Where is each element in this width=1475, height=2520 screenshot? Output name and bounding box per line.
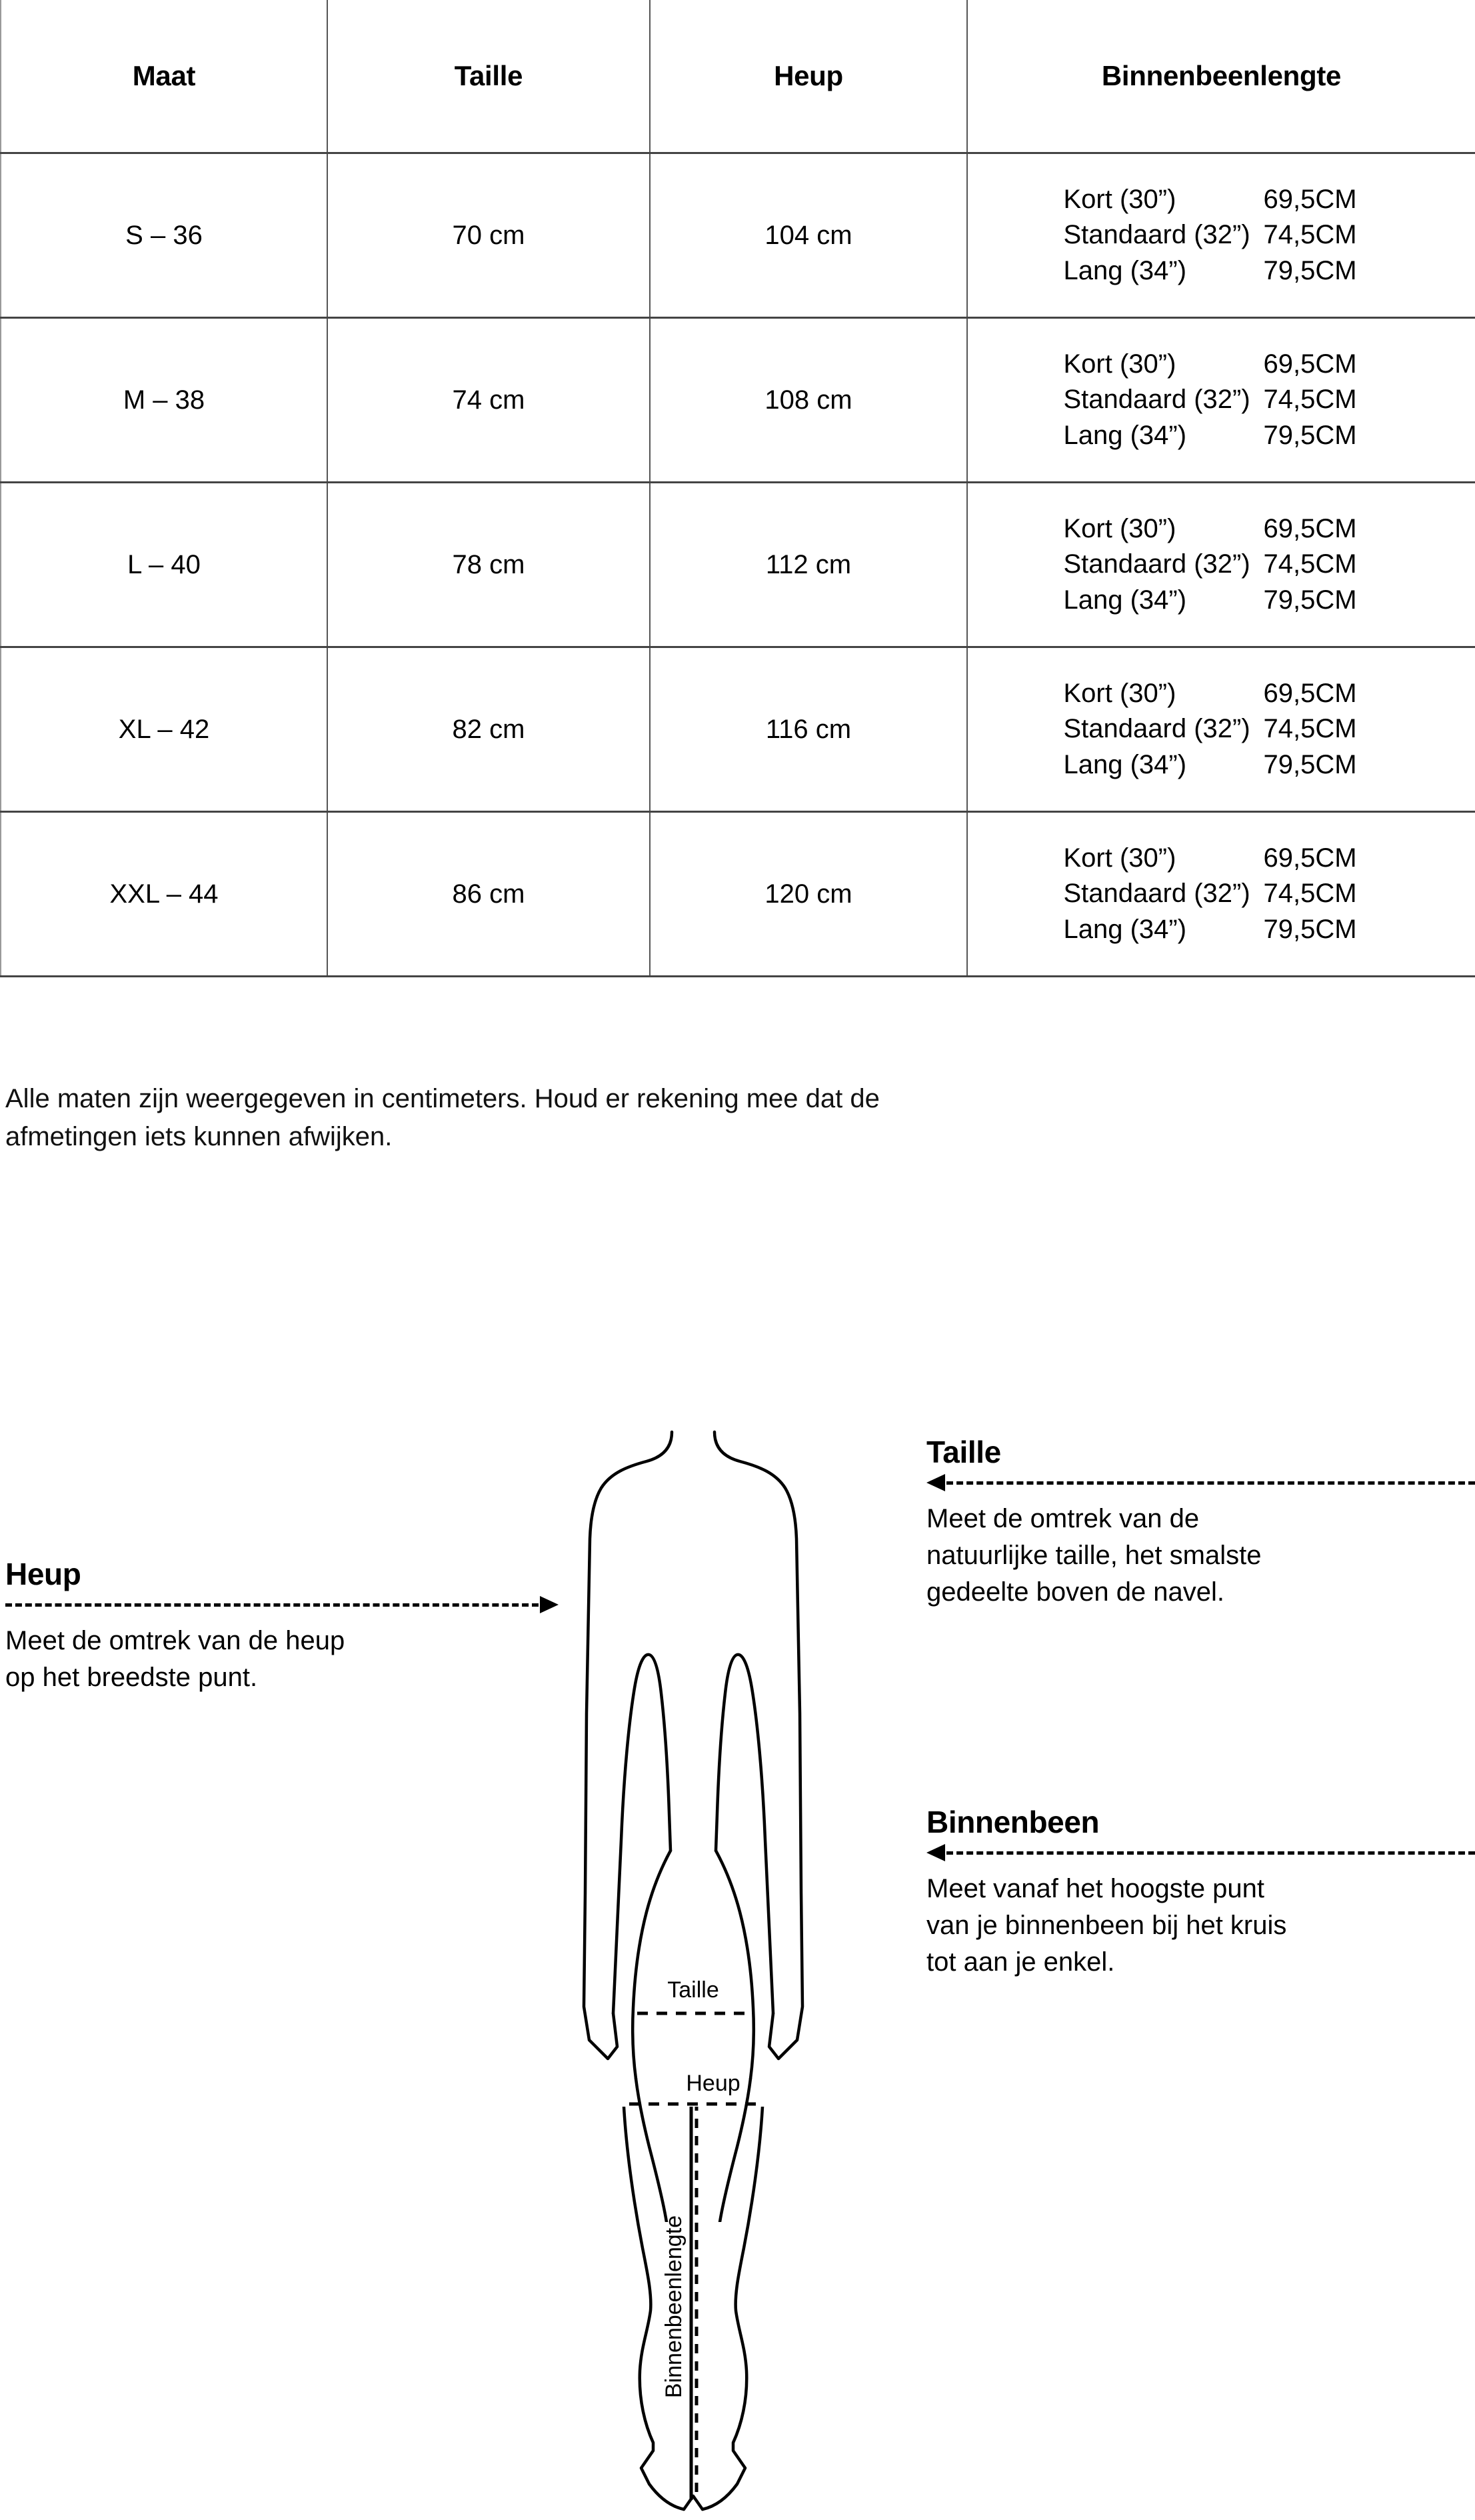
inseam-label: Standaard (32”) xyxy=(1063,879,1250,909)
size-chart-table-container xyxy=(0,0,1475,977)
value-heup: 116 cm xyxy=(765,714,852,744)
inseam-label: Standaard (32”) xyxy=(1063,714,1250,744)
value-heup: 104 cm xyxy=(764,220,852,250)
cell-binnenbeenlengte xyxy=(967,483,1475,647)
inseam-option xyxy=(1064,547,1384,582)
inseam-group xyxy=(1060,676,1384,783)
inseam-label: Kort (30”) xyxy=(1063,843,1176,873)
callout-binnenbeen-line-1: Meet vanaf het hoogste punt xyxy=(926,1874,1265,1903)
note-line-1: Alle maten zijn weergegeven in centimeters. Houd er rekening mee dat de xyxy=(5,1084,880,1113)
column-header-binnenbeenlengte: Binnenbeenlengte xyxy=(967,0,1475,153)
inseam-value: 74,5CM xyxy=(1263,879,1357,909)
callout-binnenbeen-line-3: tot aan je enkel. xyxy=(926,1947,1115,1977)
cell-taille xyxy=(327,483,650,647)
inseam-label: Standaard (32”) xyxy=(1063,549,1250,579)
cell-heup xyxy=(650,483,967,647)
value-heup: 112 cm xyxy=(765,549,852,579)
callout-heup-line-2: op het breedste punt. xyxy=(5,1663,258,1693)
value-taille: 86 cm xyxy=(452,879,525,909)
inseam-label: Standaard (32”) xyxy=(1063,220,1250,250)
callout-binnenbeen xyxy=(926,1807,1475,1981)
inseam-option xyxy=(1064,676,1384,711)
inseam-option xyxy=(1064,418,1384,453)
table-row xyxy=(1,318,1475,483)
inseam-value: 69,5CM xyxy=(1263,679,1357,709)
value-taille: 78 cm xyxy=(452,549,525,579)
arrow-right-icon xyxy=(540,1596,559,1613)
cell-maat xyxy=(1,647,327,812)
value-maat: XXL – 44 xyxy=(109,879,219,909)
inseam-option xyxy=(1064,347,1384,382)
cell-taille xyxy=(327,153,650,318)
callout-binnenbeen-body xyxy=(926,1871,1475,1981)
body-silhouette-figure xyxy=(560,1427,826,2399)
callout-taille-line-3: gedeelte boven de navel. xyxy=(926,1577,1225,1607)
callout-taille-body xyxy=(926,1501,1475,1611)
inseam-option xyxy=(1064,876,1384,911)
value-taille: 82 cm xyxy=(452,714,525,744)
callout-binnenbeen-title: Binnenbeen xyxy=(926,1805,1100,1839)
dashed-line xyxy=(946,1851,1475,1855)
inseam-group xyxy=(1060,841,1384,947)
inseam-value: 69,5CM xyxy=(1263,185,1357,215)
inseam-option xyxy=(1064,747,1384,783)
cell-maat xyxy=(1,483,327,647)
inseam-group xyxy=(1060,511,1384,618)
value-maat: S – 36 xyxy=(125,220,203,250)
inseam-value: 79,5CM xyxy=(1263,255,1357,285)
inseam-label: Lang (34”) xyxy=(1063,255,1187,285)
table-row xyxy=(1,647,1475,812)
inseam-option xyxy=(1064,583,1384,618)
inseam-option xyxy=(1064,912,1384,947)
cell-heup xyxy=(650,318,967,483)
inseam-label: Kort (30”) xyxy=(1063,514,1176,544)
inseam-option xyxy=(1064,217,1384,253)
inseam-value: 69,5CM xyxy=(1263,349,1357,379)
legs-outline-path xyxy=(624,2107,762,2509)
inseam-label: Kort (30”) xyxy=(1063,349,1176,379)
inseam-value: 74,5CM xyxy=(1263,385,1357,415)
inseam-option xyxy=(1064,711,1384,747)
value-taille: 74 cm xyxy=(452,385,525,415)
callout-binnenbeen-arrow xyxy=(926,1844,1475,1861)
dashed-line xyxy=(5,1603,539,1607)
note-line-2: afmetingen iets kunnen afwijken. xyxy=(5,1121,393,1151)
callout-taille-line-1: Meet de omtrek van de xyxy=(926,1504,1200,1533)
inseam-group xyxy=(1060,182,1384,289)
callout-heup-arrow xyxy=(5,1596,559,1613)
figure-label-inseam: Binnenbeenlengte xyxy=(661,2215,687,2399)
value-maat: M – 38 xyxy=(123,385,205,415)
inseam-value: 69,5CM xyxy=(1263,514,1357,544)
cell-maat xyxy=(1,153,327,318)
callout-heup-body xyxy=(5,1623,559,1696)
cell-taille xyxy=(327,812,650,977)
inseam-label: Lang (34”) xyxy=(1063,585,1187,615)
cell-taille xyxy=(327,318,650,483)
table-header-row xyxy=(1,0,1475,153)
inseam-label: Lang (34”) xyxy=(1063,749,1187,779)
inseam-label: Kort (30”) xyxy=(1063,185,1176,215)
inseam-option xyxy=(1064,841,1384,876)
cell-binnenbeenlengte xyxy=(967,812,1475,977)
callout-taille xyxy=(926,1437,1475,1611)
callout-heup xyxy=(5,1559,559,1696)
cell-maat xyxy=(1,318,327,483)
figure-label-waist: Taille xyxy=(667,1977,719,2003)
inseam-value: 79,5CM xyxy=(1263,749,1357,779)
cell-heup xyxy=(650,647,967,812)
callout-binnenbeen-line-2: van je binnenbeen bij het kruis xyxy=(926,1911,1287,1941)
value-maat: L – 40 xyxy=(127,549,201,579)
callout-heup-title: Heup xyxy=(5,1557,81,1591)
value-taille: 70 cm xyxy=(452,220,525,250)
body-outline-svg xyxy=(560,1427,826,2222)
cell-binnenbeenlengte xyxy=(967,153,1475,318)
inseam-group xyxy=(1060,347,1384,453)
callout-heup-line-1: Meet de omtrek van de heup xyxy=(5,1626,345,1655)
arrow-left-icon xyxy=(926,1474,945,1491)
callout-taille-title: Taille xyxy=(926,1435,1001,1469)
value-maat: XL – 42 xyxy=(118,714,210,744)
value-heup: 108 cm xyxy=(764,385,852,415)
inseam-label: Kort (30”) xyxy=(1063,679,1176,709)
dashed-line xyxy=(946,1481,1475,1485)
inseam-value: 79,5CM xyxy=(1263,420,1357,450)
callout-taille-arrow xyxy=(926,1474,1475,1491)
inseam-value: 74,5CM xyxy=(1263,220,1357,250)
table-row xyxy=(1,812,1475,977)
inseam-value: 74,5CM xyxy=(1263,549,1357,579)
measurement-disclaimer-note xyxy=(5,1080,1312,1156)
inseam-option xyxy=(1064,253,1384,289)
value-heup: 120 cm xyxy=(764,879,852,909)
cell-taille xyxy=(327,647,650,812)
cell-heup xyxy=(650,812,967,977)
inseam-option xyxy=(1064,511,1384,547)
table-row xyxy=(1,483,1475,647)
inseam-label: Standaard (32”) xyxy=(1063,385,1250,415)
callout-taille-line-2: natuurlijke taille, het smalste xyxy=(926,1541,1262,1571)
inseam-option xyxy=(1064,382,1384,417)
inseam-label: Lang (34”) xyxy=(1063,914,1187,944)
inseam-label: Lang (34”) xyxy=(1063,420,1187,450)
cell-binnenbeenlengte xyxy=(967,647,1475,812)
column-header-maat: Maat xyxy=(1,0,327,153)
legs-and-inseam-svg xyxy=(560,2107,826,2520)
table-body xyxy=(1,153,1475,977)
arrow-left-icon xyxy=(926,1844,945,1861)
cell-heup xyxy=(650,153,967,318)
cell-binnenbeenlengte xyxy=(967,318,1475,483)
inseam-value: 79,5CM xyxy=(1263,585,1357,615)
table-row xyxy=(1,153,1475,318)
measurement-diagram xyxy=(0,1427,1475,2399)
inseam-value: 69,5CM xyxy=(1263,843,1357,873)
size-chart-table xyxy=(0,0,1475,977)
figure-label-hip: Heup xyxy=(686,2071,740,2096)
inseam-value: 74,5CM xyxy=(1263,714,1357,744)
table-header xyxy=(1,0,1475,153)
inseam-value: 79,5CM xyxy=(1263,914,1357,944)
column-header-taille: Taille xyxy=(327,0,650,153)
inseam-option xyxy=(1064,182,1384,217)
cell-maat xyxy=(1,812,327,977)
column-header-heup: Heup xyxy=(650,0,967,153)
